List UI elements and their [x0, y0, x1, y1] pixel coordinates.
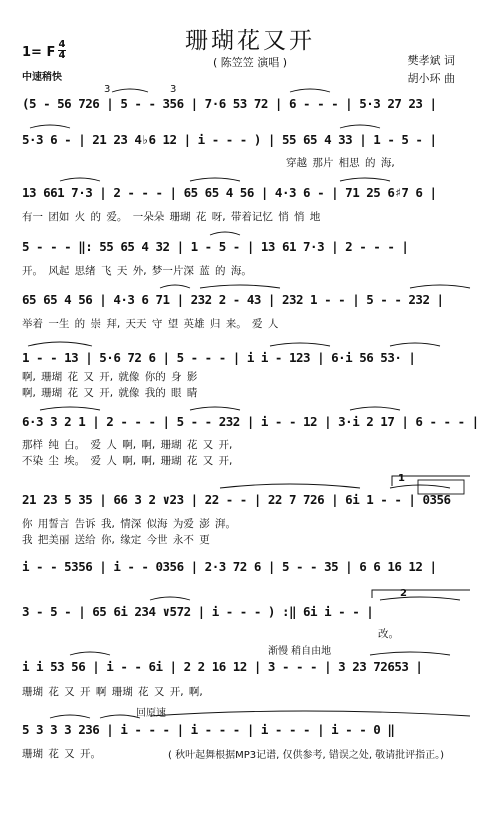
slur	[70, 652, 110, 655]
lyricist-credit: 樊孝斌 词	[407, 54, 455, 67]
score-line-7: 6·3 3 2 1 | 2 - - - | 5 - - 232 | i - - 12 | 3·i 2 17 | 6 - - - |	[22, 414, 479, 429]
slur	[150, 711, 470, 716]
slur	[380, 597, 460, 600]
score-line-10: 3 - 5 - | 65 6i 234 ∨572 | i - - - ) :‖ 6i i - - |	[22, 604, 374, 619]
triplet-mark-1: 3	[104, 84, 111, 95]
slur	[200, 285, 280, 288]
score-line-5: 65 65 4 56 | 4·3 6 71 | 232 2 - 43 | 232 1 - - | 5 - - 232 |	[22, 292, 444, 307]
slur	[340, 178, 390, 181]
slur	[410, 285, 470, 288]
lyrics-line-2: 穿越 那片 相思 的 海,	[286, 157, 395, 169]
slur	[370, 652, 450, 655]
volta-1-number: 1	[398, 473, 405, 484]
lyrics-line-8b: 我 把美丽 送给 你, 缘定 今世 永不 更	[22, 534, 210, 546]
slur	[60, 178, 100, 181]
score-line-12: 5 3 3 3 236 | i - - - | i - - - | i - - - | i - - 0 ‖	[22, 722, 395, 737]
triplet-mark-2: 3	[170, 84, 177, 95]
slur	[390, 343, 440, 346]
tempo-marking: 中速稍快	[22, 72, 62, 83]
slur	[30, 125, 70, 128]
lyrics-line-6b: 啊, 珊瑚 花 又 开, 就像 我的 眼 睛	[22, 387, 198, 399]
lyrics-line-11: 珊瑚 花 又 开 啊 珊瑚 花 又 开, 啊,	[22, 686, 203, 698]
slur	[220, 484, 360, 488]
time-signature-top: 4	[58, 39, 66, 50]
lyrics-line-5: 举着 一生 的 崇 拜, 天天 守 望 英雄 归 来。 爱 人	[22, 318, 279, 330]
score-line-11: i i 53 56 | i - - 6i | 2 2 16 12 | 3 - - - | 3 23 72653 |	[22, 659, 423, 674]
slur	[100, 715, 140, 718]
slur	[190, 178, 240, 181]
score-line-8: 21 23 5 35 | 66 3 2 ∨23 | 22 - - | 22 7 726 | 6i 1 - - | 0356	[22, 492, 451, 507]
lyrics-line-4: 开。 风起 思绪 飞 天 外, 梦一片深 蓝 的 海。	[22, 265, 252, 277]
score-line-9: i - - 5356 | i - - 0356 | 2·3 72 6 | 5 - - 35 | 6 6 16 12 |	[22, 559, 437, 574]
score-line-6: 1 - - 13 | 5·6 72 6 | 5 - - - | i i - 123 | 6·i 56 53· |	[22, 350, 416, 365]
lyrics-line-12: 珊瑚 花 又 开。	[22, 748, 102, 760]
volta-2-number: 2	[400, 588, 407, 599]
lyrics-line-10: 改。	[378, 628, 399, 640]
time-signature-bottom: 4	[58, 50, 66, 61]
lyrics-line-7b: 不染 尘 埃。 爱 人 啊, 啊, 珊瑚 花 又 开,	[22, 455, 233, 467]
slur	[210, 232, 240, 235]
slur	[340, 125, 380, 128]
slur	[390, 485, 450, 488]
lyrics-line-3: 有一 团如 火 的 爱。 一朵朵 珊瑚 花 呀, 带着记忆 悄 悄 地	[22, 211, 321, 223]
slur	[28, 342, 92, 346]
score-line-2: 5·3 6 - | 21 23 4♭6 12 | i - - - ) | 55 65 4 33 | 1 - 5 - |	[22, 132, 437, 147]
slur	[160, 285, 190, 288]
volta-box	[418, 480, 464, 494]
slur	[350, 407, 400, 410]
slur	[150, 597, 190, 600]
slur	[112, 89, 148, 92]
transcription-footnote: ( 秋叶起舞根据MP3记谱, 仅供参考, 错误之处, 敬请批评指正。)	[168, 750, 445, 761]
slur	[40, 407, 100, 410]
lyrics-line-6a: 啊, 珊瑚 花 又 开, 就像 你的 身 影	[22, 371, 198, 383]
slur	[190, 407, 240, 410]
song-subtitle: ( 陈笠笠 演唱 )	[212, 56, 288, 69]
score-line-3: 13 661 7·3 | 2 - - - | 65 65 4 56 | 4·3 6 - | 71 25 6♯7 6 |	[22, 185, 437, 200]
slur	[290, 89, 330, 92]
lyrics-line-7a: 那样 纯 白。 爱 人 啊, 啊, 珊瑚 花 又 开,	[22, 439, 233, 451]
a-tempo-marking: 回原速	[136, 708, 166, 719]
composer-credit: 胡小环 曲	[407, 72, 455, 85]
volta-bracket-1	[392, 476, 470, 486]
slur	[270, 343, 330, 346]
score-line-1: (5 - 56 726 | 5 - - 356 | 7·6 53 72 | 6 - - - | 5·3 27 23 |	[22, 96, 437, 111]
song-title: 珊瑚花又开	[185, 28, 315, 54]
key-signature: 1= F	[22, 45, 56, 60]
lyrics-line-8a: 你 用誓言 告诉 我, 情深 似海 为爱 澎 湃。	[22, 518, 237, 530]
slow-free-marking: 渐慢 稍自由地	[268, 646, 332, 657]
score-line-4: 5 - - - ‖: 55 65 4 32 | 1 - 5 - | 13 61 7·3 | 2 - - - |	[22, 239, 409, 254]
slur	[50, 715, 90, 718]
